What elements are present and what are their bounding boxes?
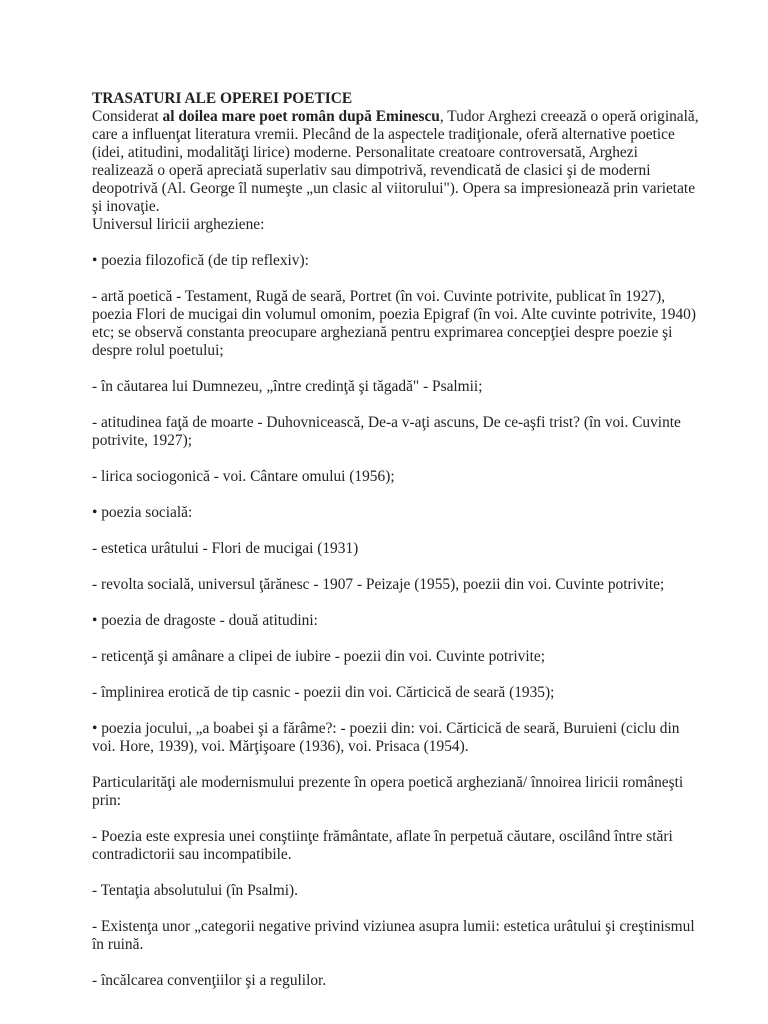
paragraph: - în căutarea lui Dumnezeu, „între credinţă şi tăgadă" - Psalmii;	[92, 378, 483, 395]
document-page	[92, 90, 702, 990]
paragraph: - artă poetică - Testament, Rugă de seară, Portret (în voi. Cuvinte potrivite, publicat în 1927), poezia Flori de mucigai din volumul omonim, poezia Epigraf (în voi. Alte cuvinte potrivite, 1940) etc; se observă constanta preocupare argheziană pentru exprimarea concepţiei despre poezie şi despre rolul poetului;	[92, 288, 696, 359]
paragraph: - lirica sociogonică - voi. Cântare omului (1956);	[92, 468, 395, 485]
document-title: TRASATURI ALE OPEREI POETICE	[92, 90, 353, 107]
paragraph: - împlinirea erotică de tip casnic - poezii din voi. Cărticică de seară (1935);	[92, 684, 555, 701]
intro-rest: , Tudor Arghezi creează o operă originală, care a influenţat literatura vremii. Plecând de la aspectele tradiţionale, oferă alternative poetice (idei, atitudini, modalităţi lirice) moderne. Personalitate creatoare controversată, Arghezi realizează o operă apreciată superlativ sau dimpotrivă, revendicată de clasici şi de moderni deopotrivă (Al. George îl numeşte „un clasic al viitorului"). Opera sa impresionează prin varietate şi inovaţie.	[92, 108, 699, 215]
paragraph: - Existenţa unor „categorii negative privind viziunea asupra lumii: estetica urâtului şi creştinismul în ruină.	[92, 918, 695, 953]
paragraph: - revolta socială, universul ţărănesc - 1907 - Peizaje (1955), poezii din voi. Cuvinte potrivite;	[92, 576, 665, 593]
paragraph: • poezia filozofică (de tip reflexiv):	[92, 252, 309, 269]
paragraph: - Tentaţia absolutului (în Psalmi).	[92, 882, 298, 899]
paragraph: • poezia jocului, „a boabei şi a fărâme?: - poezii din: voi. Cărticică de seară, Buruieni (ciclu din voi. Hore, 1939), voi. Mărţişoare (1936), voi. Prisaca (1954).	[92, 720, 680, 755]
document-subtitle: Universul liricii argheziene:	[92, 216, 265, 233]
paragraph: - reticenţă şi amânare a clipei de iubire - poezii din voi. Cuvinte potrivite;	[92, 648, 546, 665]
paragraph: - estetica urâtului - Flori de mucigai (1931)	[92, 540, 359, 557]
paragraph: - încălcarea convenţiilor şi a regulilor.	[92, 972, 327, 989]
paragraph: • poezia de dragoste - două atitudini:	[92, 612, 318, 629]
paragraph: Particularităţi ale modernismului prezente în opera poetică argheziană/ înnoirea liricii româneşti prin:	[92, 774, 684, 809]
intro-bold: al doilea mare poet român după Eminescu	[162, 108, 440, 125]
intro-lead: Considerat	[92, 108, 163, 125]
paragraph: - Poezia este expresia unei conştiinţe frământate, aflate în perpetuă căutare, oscilând între stări contradictorii sau incompatibile.	[92, 828, 673, 863]
paragraph: • poezia socială:	[92, 504, 193, 521]
intro-paragraph	[92, 108, 702, 216]
paragraph: - atitudinea faţă de moarte - Duhovnicească, De-a v-aţi ascuns, De ce-aşfi trist? (în voi. Cuvinte potrivite, 1927);	[92, 414, 681, 449]
